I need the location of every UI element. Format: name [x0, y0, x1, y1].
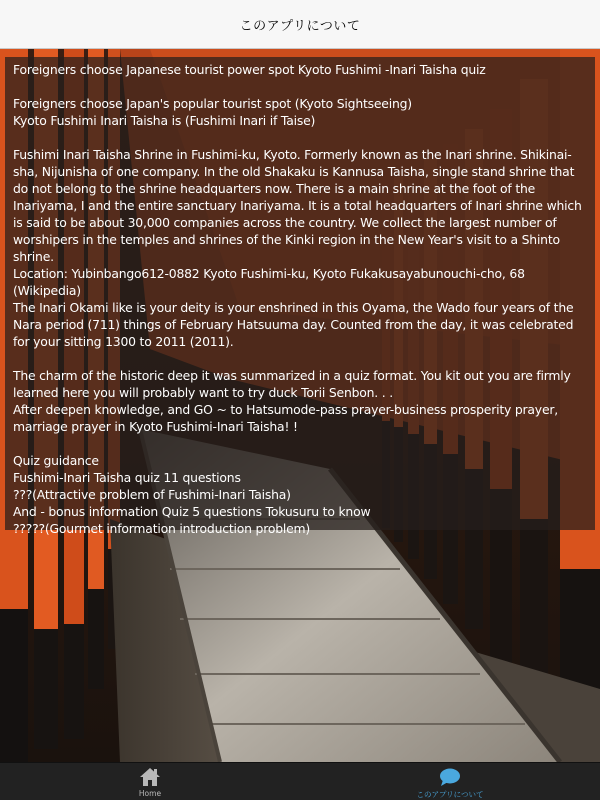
tab-about-app[interactable]: [300, 763, 600, 800]
quiz-guidance-heading: Quiz guidance: [13, 453, 99, 468]
description-spacer: [13, 435, 587, 452]
tab-home-label: Home: [138, 789, 162, 798]
home-icon: [139, 767, 161, 787]
description-spacer: [13, 350, 587, 367]
description-paragraph: The Inari Okami like is your deity is your enshrined in this Oyama, the Wado four years of the Nara period (711) things of February Hatsuuma day. Counted from the day, it was celebrated for your sitting 1300 to 2011 (2011).: [13, 300, 574, 349]
quiz-guidance-item: ?????(Gourmet information introduction problem): [13, 521, 311, 536]
description-paragraph: The charm of the historic deep it was summarized in a quiz format. You kit out you are firmly learned here you will probably want to try duck Torii Senbon. . .: [13, 368, 571, 400]
tab-home[interactable]: [0, 763, 300, 800]
description-paragraph: Fushimi Inari Taisha Shrine in Fushimi-ku, Kyoto. Formerly known as the Inari shrine. Shikinai-sha, Nijunisha of one company. In the old Shakaku is Kannusa Taisha, single stand shrine that do not belong to the shrine headquarters now. There is a main shrine at the foot of the Inariyama, I and the entire sanctuary Inariyama. It is a total headquarters of Inari shrine which is said to be about 30,000 companies across the country. We collect the largest number of worshipers in the temples and shrines of the Kinki region in the New Year's visit to a Shinto shrine.: [13, 147, 582, 264]
page-title: このアプリについて: [239, 18, 361, 34]
description-paragraph: After deepen knowledge, and GO ~ to Hatsumode-pass prayer-business prosperity prayer, marriage prayer in Kyoto Fushimi-Inari Taisha! !: [13, 402, 558, 434]
quiz-guidance-item: Fushimi-Inari Taisha quiz 11 questions: [13, 470, 241, 485]
navigation-bar: [0, 0, 600, 49]
description-line: Foreigners choose Japanese tourist power spot Kyoto Fushimi -Inari Taisha quiz: [13, 62, 486, 77]
tab-about-app-label: このアプリについて: [416, 790, 484, 799]
description-spacer: [13, 78, 587, 95]
chat-bubble-icon: [439, 767, 461, 787]
tab-bar: [0, 762, 600, 800]
quiz-guidance-item: ???(Attractive problem of Fushimi-Inari Taisha): [13, 487, 291, 502]
description-location: Location: Yubinbango612-0882 Kyoto Fushimi-ku, Kyoto Fukakusayabunouchi-cho, 68 (Wikipedia): [13, 266, 525, 298]
description-panel: [5, 57, 595, 536]
description-line: Kyoto Fushimi Inari Taisha is (Fushimi Inari if Taise): [13, 113, 316, 128]
description-spacer: [13, 129, 587, 146]
quiz-guidance-item: And - bonus information Quiz 5 questions Tokusuru to know: [13, 504, 371, 519]
description-line: Foreigners choose Japan's popular tourist spot (Kyoto Sightseeing): [13, 96, 412, 111]
